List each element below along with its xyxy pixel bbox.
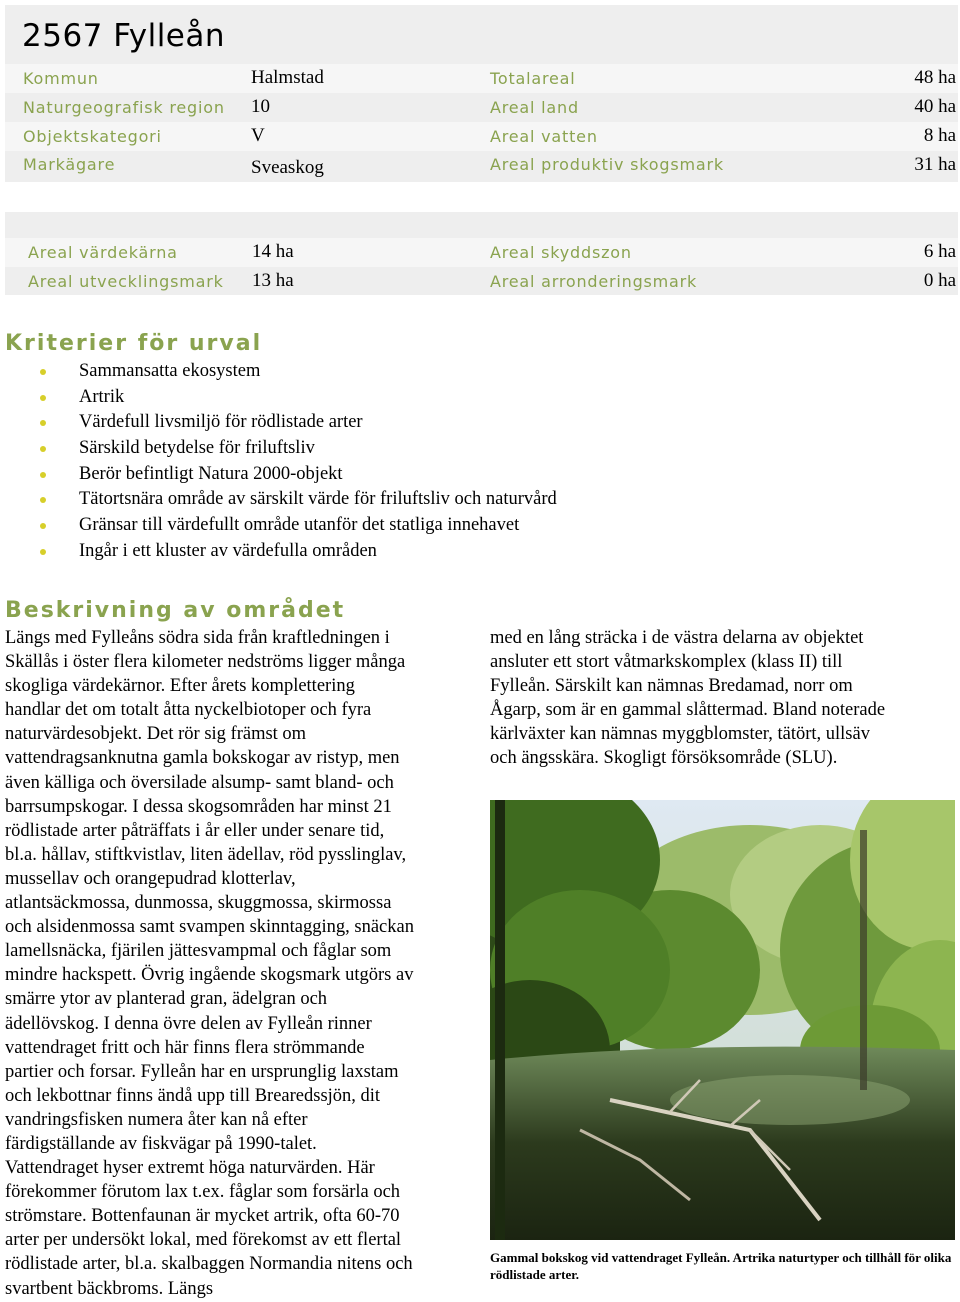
area-value: 13 ha (252, 270, 294, 291)
criteria-text: Sammansatta ekosystem (79, 361, 261, 381)
description-line: vattendraget fritt och här finns flera strömmande (5, 1037, 365, 1058)
bullet-icon (40, 446, 46, 452)
list-item (40, 539, 557, 565)
description-line: arter per undersökt lokal, med förekomst av ett flertal (5, 1230, 402, 1251)
bullet-icon (40, 549, 46, 555)
list-item (40, 487, 557, 513)
list-item (40, 410, 557, 436)
info-row (5, 151, 958, 180)
description-line: och ängsskära. Skogligt försöksområde (SLU). (490, 748, 838, 769)
description-line: mussellav och orangepudrad klotterlav, (5, 868, 296, 889)
criteria-heading: Kriterier för urval (5, 331, 263, 356)
description-line: strömstare. Bottenfaunan är mycket artrik, ofta 60-70 (5, 1206, 400, 1227)
page-title: 2567 Fylleån (22, 18, 226, 54)
description-line: färdigställande av fiskvägar på 1990-talet. (5, 1133, 317, 1154)
info-label: Markägare (23, 155, 116, 174)
description-line: vattendragsanknutna gamla bokskogar av ristyp, men (5, 748, 400, 769)
bullet-icon (40, 472, 46, 478)
info-value: 40 ha (914, 96, 956, 117)
info-label: Objektskategori (23, 127, 162, 146)
description-line: kärlväxter kan nämnas myggblomster, tätört, ullsäv (490, 724, 870, 745)
bullet-icon (40, 420, 46, 426)
list-item (40, 462, 557, 488)
list-item (40, 359, 557, 385)
info-row (5, 122, 958, 151)
info-label: Areal land (490, 98, 579, 117)
description-line: Ågarp, som är en gammal slåttermad. Bland noterade (490, 700, 886, 721)
description-line: förekommer förutom lax t.ex. fåglar som forsärla och (5, 1182, 401, 1203)
description-line: ansluter ett stort våtmarkskomplex (klass II) till (490, 652, 843, 673)
area-value: 6 ha (923, 241, 956, 262)
area-value: 14 ha (252, 241, 294, 262)
criteria-text: Särskild betydelse för friluftsliv (79, 438, 315, 459)
description-line: handlar det om totalt åtta nyckelbiotoper och fyra (5, 700, 372, 721)
description-heading: Beskrivning av området (5, 598, 346, 623)
bullet-icon (40, 523, 46, 529)
info-label: Kommun (23, 69, 99, 88)
description-line: mindre hackspett. Övrig ingående skogsmark utgörs av (5, 965, 414, 986)
forest-river-photo (490, 800, 955, 1240)
info-label: Totalareal (490, 69, 576, 88)
photo-caption: Gammal bokskog vid vattendraget Fylleån. Artrika naturtyper och tillhåll för olika rödlistade arter. (490, 1250, 952, 1282)
criteria-list (40, 359, 557, 565)
criteria-text: Berör befintligt Natura 2000-objekt (79, 463, 343, 484)
criteria-text: Gränsar till värdefullt område utanför det statliga innehavet (79, 515, 520, 536)
area-label: Areal arronderingsmark (490, 272, 698, 291)
description-line: barrsumpskogar. I dessa skogsområden har minst 21 (5, 796, 392, 817)
description-line: Längs med Fylleåns södra sida från kraftledningen i (5, 628, 390, 648)
bullet-icon (40, 369, 46, 375)
area-label: Areal utvecklingsmark (28, 272, 224, 291)
description-line: Skällås i öster flera kilometer nedströms ligger många (5, 652, 406, 673)
info-value: 31 ha (914, 154, 956, 175)
info-label: Naturgeografisk region (23, 98, 225, 117)
bullet-icon (40, 497, 46, 503)
description-line: lamellsnäcka, fjärilen jättesvampmal och fåglar som (5, 941, 392, 962)
area-label: Areal värdekärna (28, 243, 178, 262)
info-value: 10 (251, 96, 270, 117)
description-line: Vattendraget hyser extremt höga naturvärden. Här (5, 1158, 375, 1179)
info-label: Areal vatten (490, 127, 598, 146)
area-value: 0 ha (923, 270, 956, 291)
description-line: och lekbottnar finns ändå upp till Brearedssjön, dit (5, 1085, 381, 1106)
description-line: svartbent bäckbroms. Längs (5, 1278, 214, 1299)
area-row (5, 238, 958, 267)
bullet-icon (40, 395, 46, 401)
description-line: rödlistade arter, bl.a. skalbaggen Normandia nitens och (5, 1254, 413, 1275)
info-label: Areal produktiv skogsmark (490, 155, 724, 174)
info-row (5, 93, 958, 122)
criteria-text: Artrik (79, 386, 125, 407)
area-label: Areal skyddszon (490, 243, 632, 262)
list-item (40, 385, 557, 411)
info-value: Sveaskog (251, 157, 324, 178)
description-left-column (5, 626, 414, 1301)
description-line: smärre ytor av planterad gran, ädelgran och (5, 989, 328, 1010)
description-line: med en lång sträcka i de västra delarna av objektet (490, 628, 864, 648)
area-row (5, 267, 958, 296)
description-line: vandringsfisken numera åter kan nå efter (5, 1109, 308, 1130)
description-line: skogliga värdekärnor. Efter årets komplettering (5, 676, 355, 697)
description-line: ädellövskog. I denna övre delen av Fylleån rinner (5, 1013, 372, 1034)
description-line: partier och forsar. Fylleån har en ursprunglig laxstam (5, 1061, 399, 1082)
list-item (40, 513, 557, 539)
description-line: naturvärdesobjekt. Det rör sig främst om (5, 724, 307, 745)
criteria-text: Ingår i ett kluster av värdefulla områden (79, 540, 377, 561)
description-line: rödlistade arter påträffats i år eller under senare tid, (5, 820, 385, 841)
info-row (5, 64, 958, 93)
info-value: Halmstad (251, 67, 324, 88)
criteria-text: Värdefull livsmiljö för rödlistade arter (79, 412, 363, 433)
info-value: V (251, 125, 265, 146)
info-value: 8 ha (923, 125, 956, 146)
description-line: och alsidenmossa samt svampen skinntagging, snäckan (5, 917, 414, 938)
description-line: atlantsäckmossa, dunmossa, skuggmossa, skirmossa (5, 893, 392, 914)
description-right-column (490, 626, 885, 771)
description-line: Fylleån. Särskilt kan nämnas Bredamad, norr om (490, 676, 853, 697)
description-line: även källiga och översilade alsump- samt bland- och (5, 772, 394, 793)
criteria-text: Tätortsnära område av särskilt värde för friluftsliv och naturvård (79, 489, 557, 510)
info-value: 48 ha (914, 67, 956, 88)
list-item (40, 436, 557, 462)
description-line: bl.a. hållav, stiftkvistlav, liten ädellav, röd pysslinglav, (5, 844, 407, 865)
